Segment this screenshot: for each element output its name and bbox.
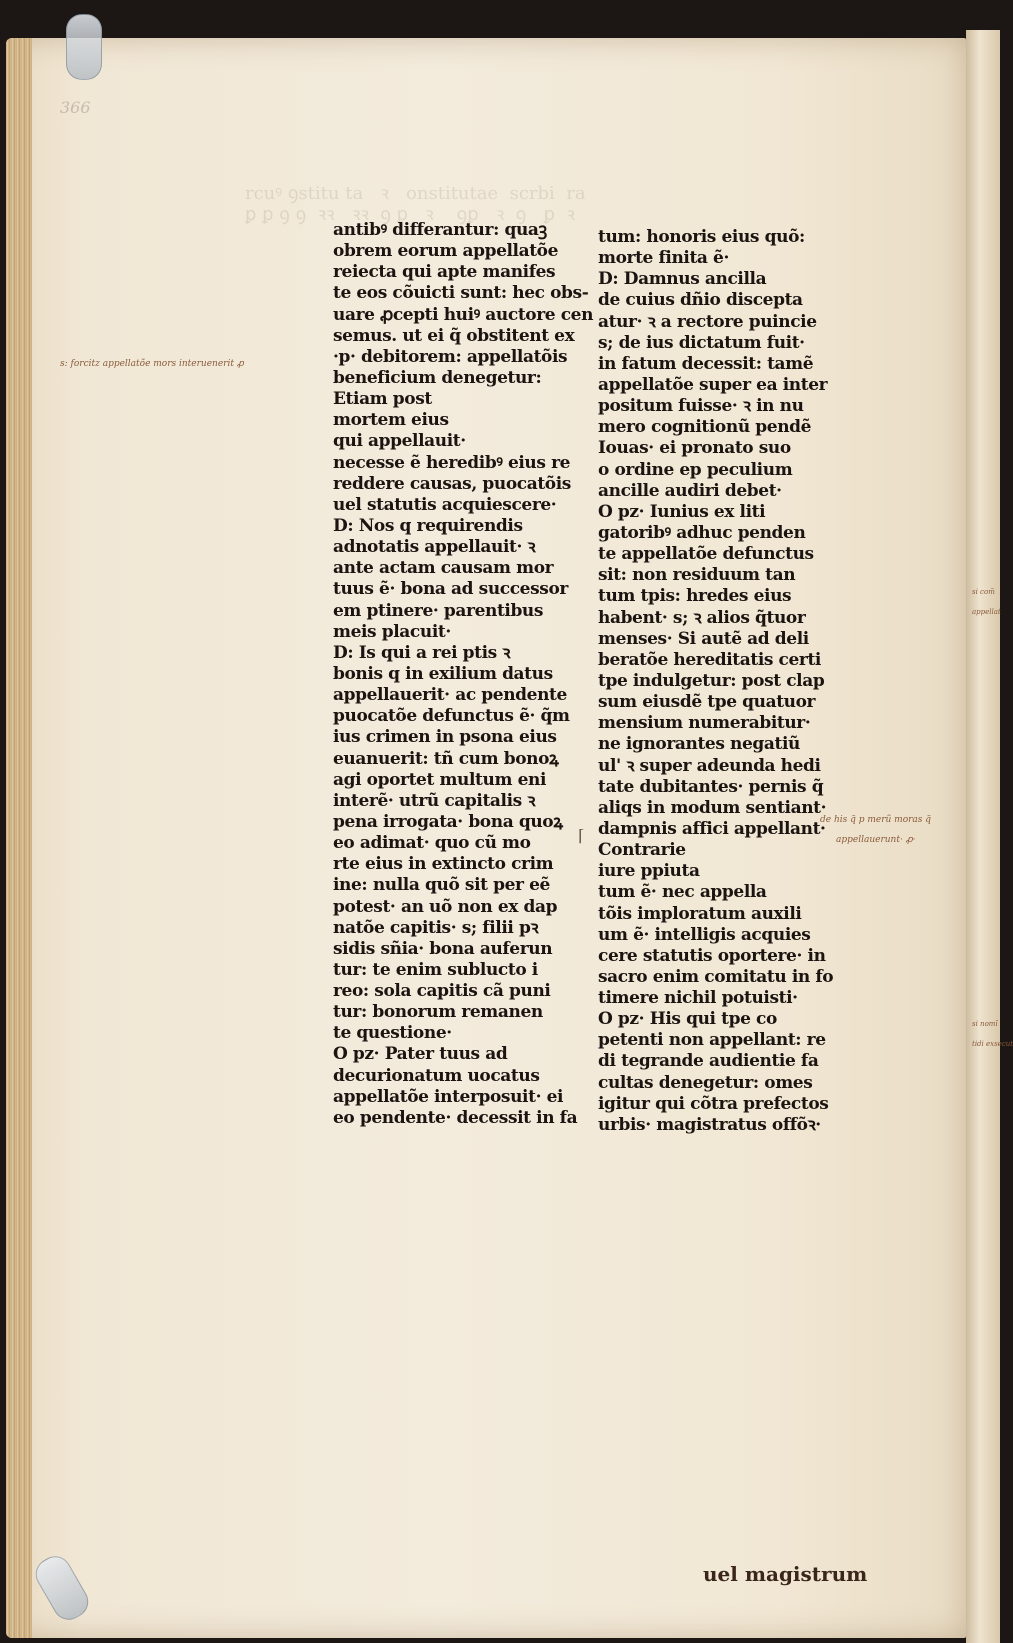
text-line: dampnis affici appellant· <box>598 818 826 839</box>
text-line: beratõe hereditatis certi <box>598 649 821 670</box>
text-line: semus. ut ei q̃ obstitent ex <box>333 325 575 346</box>
margin-note-far-right-2: appellat <box>972 608 1001 616</box>
text-line: necesse ẽ heredibꝰ eius re <box>333 452 571 473</box>
text-line: gatoribꝰ adhuc penden <box>598 522 806 543</box>
text-line: appellatõe interposuit· ei <box>333 1086 564 1107</box>
text-line: s; de ius dictatum fuit· <box>598 332 805 353</box>
text-line: potest· an uõ non ex dap <box>333 896 558 917</box>
text-line: in fatum decessit: tamẽ <box>598 353 814 374</box>
catchword: uel magistrum <box>703 1562 868 1586</box>
text-line: D: Is qui a rei ptis ꝛ <box>333 642 511 663</box>
text-line: mensium numerabitur· <box>598 713 811 734</box>
text-line: ·p· debitorem: appellatõis <box>333 346 568 367</box>
text-line: agi oportet multum eni <box>333 769 546 790</box>
text-line: appellauerit· ac pendente <box>333 685 567 706</box>
top-clip <box>66 14 102 80</box>
text-line: atur· ꝛ a rectore puincie <box>598 311 817 332</box>
text-line: mero cognitionũ pendẽ <box>598 417 812 438</box>
text-line: D: Damnus ancilla <box>598 269 767 290</box>
text-line: meis placuit· <box>333 621 451 642</box>
text-line: tate dubitantes· pernis q̃ <box>598 776 824 797</box>
text-line: di tegrande audientie fa <box>598 1051 819 1072</box>
text-line: te questione· <box>333 1023 452 1044</box>
text-line: eo pendente· decessit in fa <box>333 1107 578 1128</box>
margin-note-far-right-4: tidi exsecut <box>972 1040 1013 1048</box>
text-line: timere nichil potuisti· <box>598 988 798 1009</box>
text-line: em ptinere· parentibus <box>333 600 544 621</box>
text-line: natõe capitis· s; filii pꝛ <box>333 917 539 938</box>
text-line: obrem eorum appellatõe <box>333 241 559 262</box>
text-line: de cuius dñio discepta <box>598 290 803 311</box>
text-line: ul' ꝛ super adeunda hedi <box>598 755 821 776</box>
text-line: interẽ· utrũ capitalis ꝛ <box>333 790 535 811</box>
text-line: uel statutis acquiescere· <box>333 494 557 515</box>
text-line: tpe indulgetur: post clap <box>598 670 825 691</box>
text-line: petenti non appellant: re <box>598 1030 826 1051</box>
facing-leaf-edge <box>966 30 1000 1643</box>
text-line: antibꝰ differantur: quaꝫ <box>333 220 547 240</box>
page-edge-stack <box>6 38 32 1638</box>
text-line: cultas denegetur: omes <box>598 1072 813 1093</box>
text-line: ne ignorantes negatiũ <box>598 734 800 755</box>
text-line: ancille audiri debet· <box>598 480 782 501</box>
text-line: sum eiusdẽ tpe quatuor <box>598 692 816 713</box>
text-line: urbis· magistratus offõꝛ· <box>598 1114 821 1135</box>
folio-number: 366 <box>60 98 91 117</box>
text-line: Contrarie <box>598 840 686 861</box>
text-line: pena irrogata· bona quoꝝ <box>333 811 563 832</box>
text-line: ante actam causam mor <box>333 558 554 579</box>
text-line: appellatõe super ea inter <box>598 374 828 395</box>
text-line: sidis sñia· bona auferun <box>333 938 553 959</box>
margin-note-far-right-1: si com̃ <box>972 588 995 596</box>
text-line: bonis q in exilium datus <box>333 663 553 684</box>
text-line: sacro enim comitatu in fo <box>598 966 834 987</box>
text-line: Etiam post <box>333 389 432 410</box>
text-line: te eos cõuicti sunt: hec obs- <box>333 283 589 304</box>
text-line: um ẽ· intelligis acquies <box>598 924 811 945</box>
text-line: reo: sola capitis cã puni <box>333 981 551 1002</box>
text-line: aliqs in modum sentiant· <box>598 797 827 818</box>
margin-note-right-1: de his q̃ p merũ moras q̃ <box>820 815 932 825</box>
text-line: rte eius in extincto crim <box>333 854 554 875</box>
text-line: tur: bonorum remanen <box>333 1002 543 1023</box>
text-line: habent· s; ꝛ alios q̃tuor <box>598 607 806 628</box>
text-column-right <box>598 227 833 1136</box>
text-line: reddere causas, puocatõis <box>333 473 571 494</box>
text-line: reiecta qui apte manifes <box>333 262 556 283</box>
text-line: O pz· His qui tpe co <box>598 1009 777 1030</box>
text-line: decurionatum uocatus <box>333 1065 540 1086</box>
text-line: o ordine ep peculium <box>598 459 793 480</box>
text-line: tum: honoris eius quõ: <box>598 227 805 247</box>
text-line: igitur qui cõtra prefectos <box>598 1093 829 1114</box>
text-line: Iouas· ei pronato suo <box>598 438 791 459</box>
text-line: mortem eius <box>333 410 449 431</box>
text-line: ine: nulla quõ sit per eẽ <box>333 875 550 896</box>
text-line: tum tpis: hredes eius <box>598 586 792 607</box>
margin-note-left: s: forcitz appellatõe mors interuenerit ꝓ <box>60 359 244 369</box>
text-line: D: Nos q requirendis <box>333 515 523 536</box>
text-line: uare ꝓcepti huiꝰ auctore cen <box>333 304 594 325</box>
text-line: ius crimen in psona eius <box>333 727 557 748</box>
text-line: tuus ẽ· bona ad successor <box>333 579 568 600</box>
margin-note-right-2: appellauerunt· ꝓ· <box>836 835 916 845</box>
text-line: O pz· Pater tuus ad <box>333 1044 508 1065</box>
text-line: morte finita ẽ· <box>598 248 729 269</box>
text-line: te appellatõe defunctus <box>598 544 814 565</box>
text-line: euanuerit: tñ cum bonoꝝ <box>333 748 559 769</box>
text-line: iure ppiuta <box>598 861 700 882</box>
insertion-mark-icon: ⌈ <box>578 826 585 845</box>
text-line: cere statutis oportere· in <box>598 945 826 966</box>
text-line: eo adimat· quo cũ mo <box>333 833 531 854</box>
text-line: tum ẽ· nec appella <box>598 882 767 903</box>
text-line: menses· Si autẽ ad deli <box>598 628 809 649</box>
text-line: puocatõe defunctus ẽ· q̃m <box>333 706 570 727</box>
text-line: positum fuisse· ꝛ in nu <box>598 396 804 417</box>
margin-note-far-right-3: si nomĩ <box>972 1020 998 1028</box>
text-column-left <box>333 220 593 1129</box>
text-line: tõis imploratum auxili <box>598 903 802 924</box>
text-line: qui appellauit· <box>333 431 466 452</box>
text-line: beneficium denegetur: <box>333 367 542 388</box>
text-line: tur: te enim sublucto i <box>333 959 538 980</box>
text-line: O pz· Iunius ex liti <box>598 501 766 522</box>
text-line: adnotatis appellauit· ꝛ <box>333 537 536 558</box>
text-line: sit: non residuum tan <box>598 565 796 586</box>
